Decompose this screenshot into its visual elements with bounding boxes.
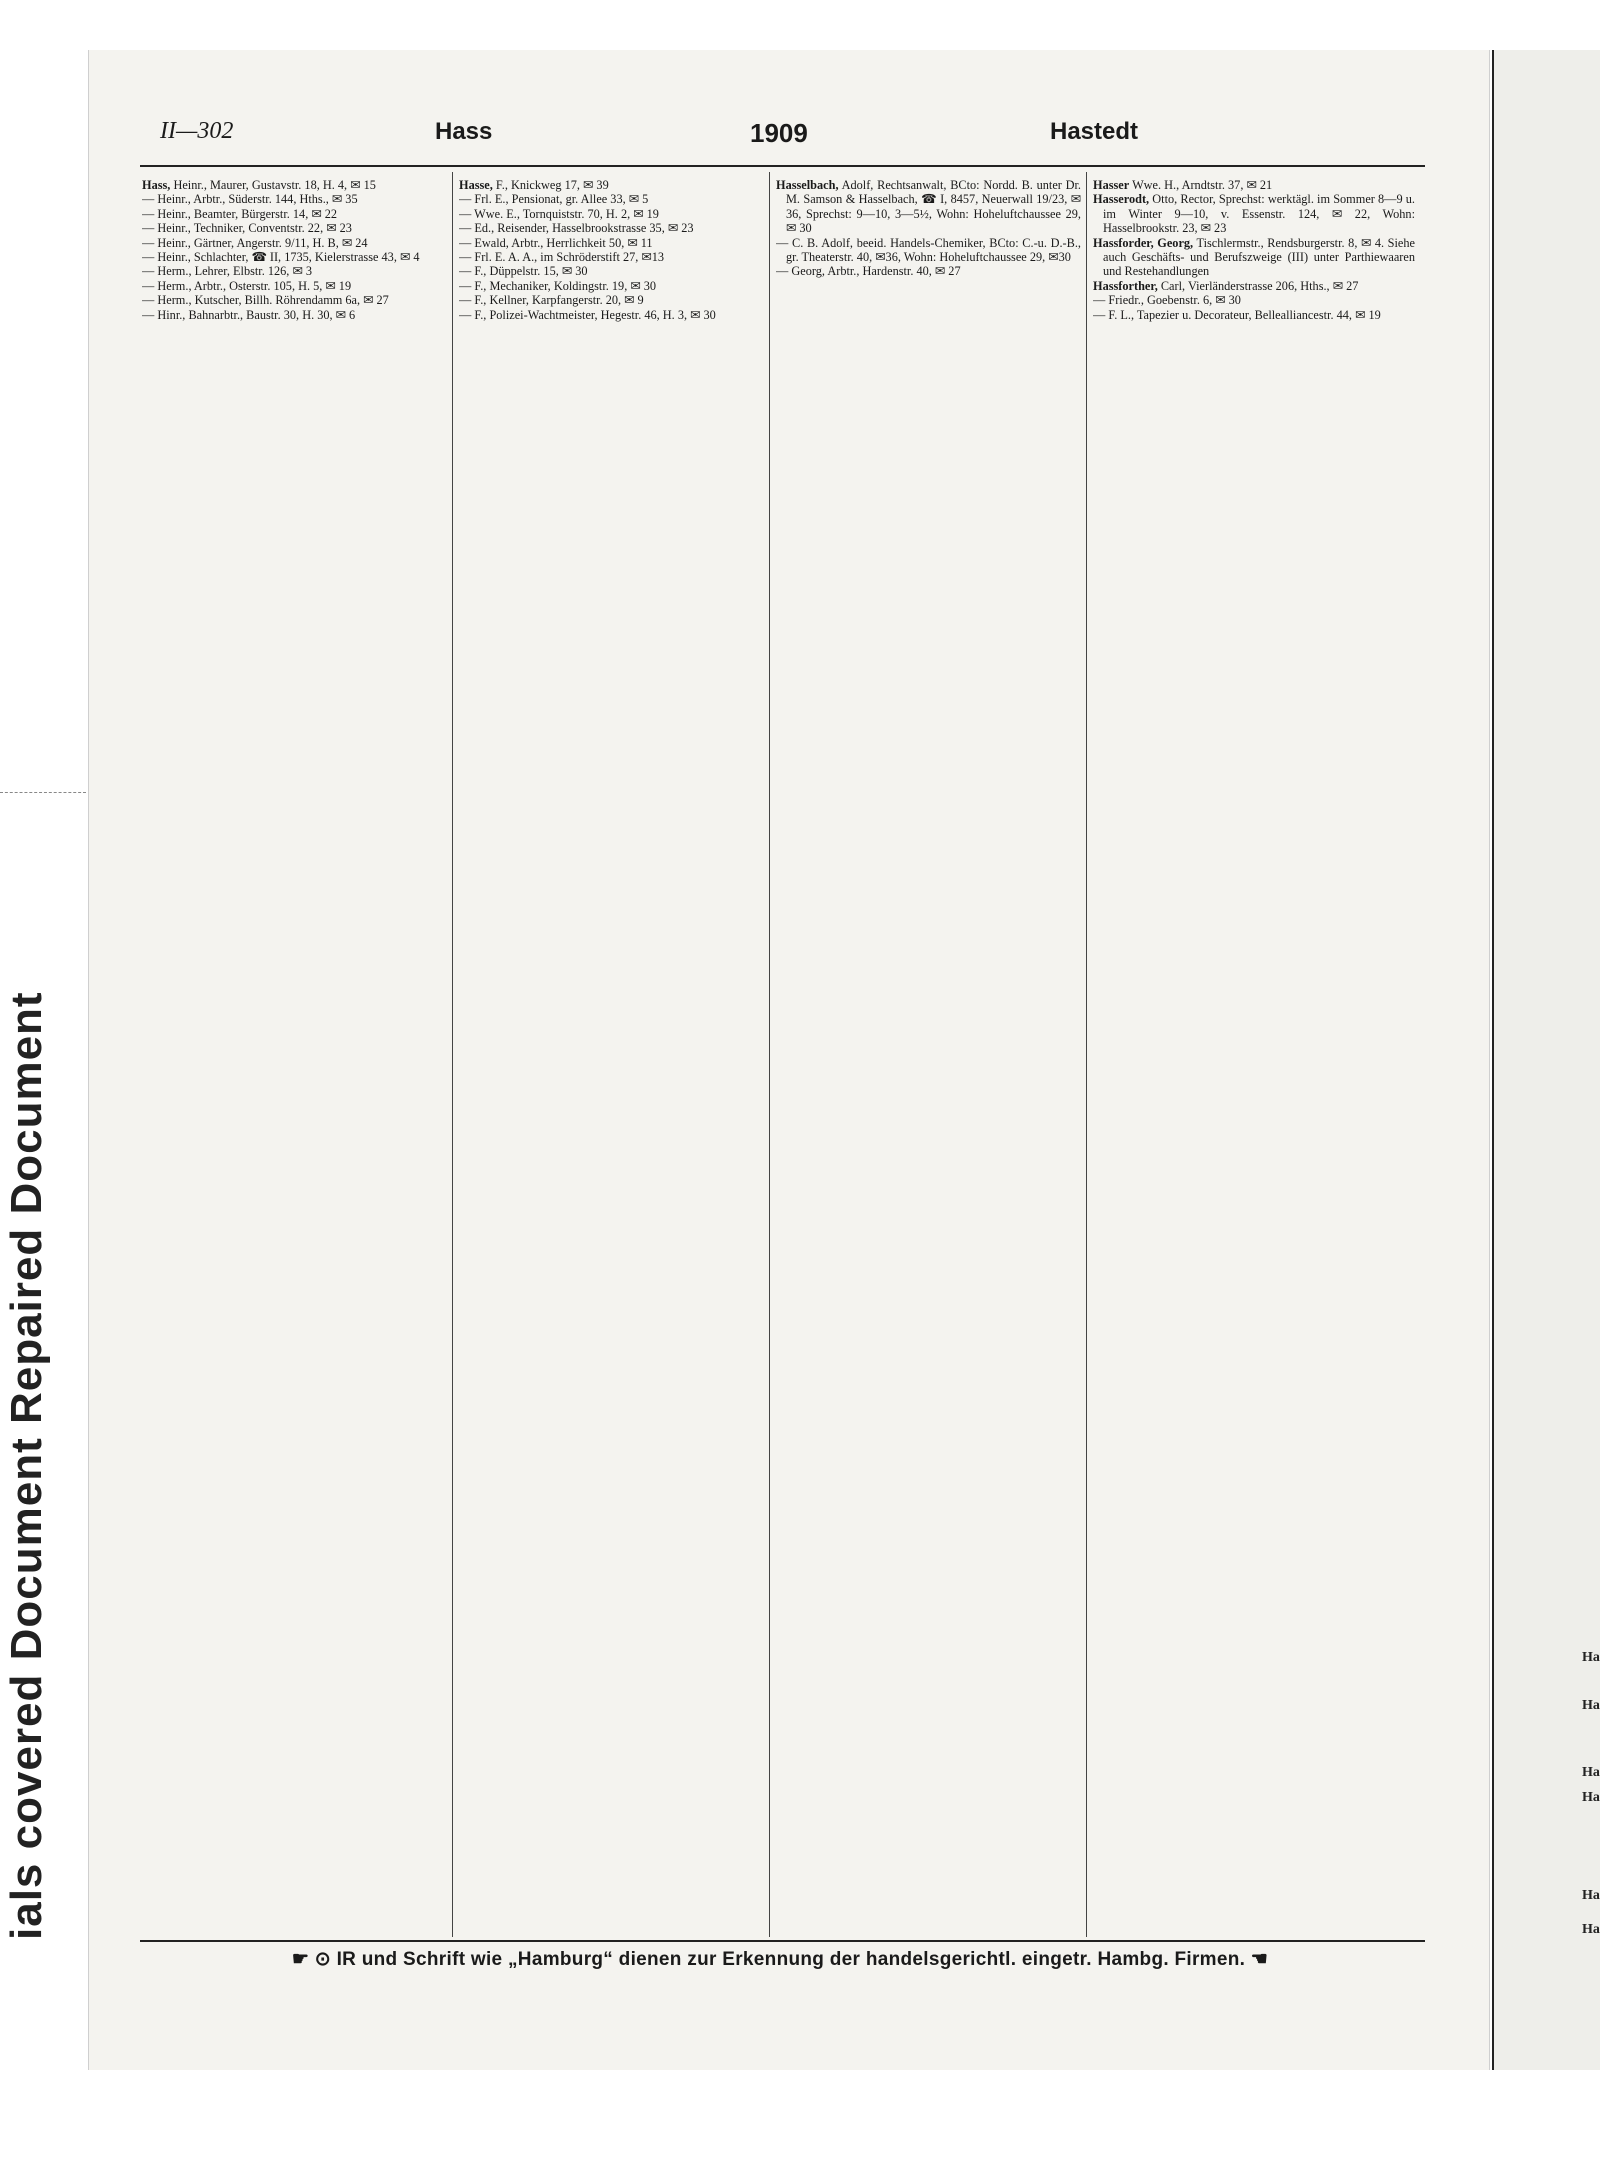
entry-text: — Herm., Lehrer, Elbstr. 126, ✉ 3	[142, 264, 312, 279]
edge-mark: Ha	[1582, 1790, 1600, 1805]
directory-entry	[459, 192, 764, 206]
directory-entry	[142, 178, 447, 192]
side-stamp: ials covered Document Repaired Document	[2, 991, 51, 1940]
edition-year: 1909	[750, 118, 808, 148]
entry-text: — C. B. Adolf, beeid. Handels-Chemiker, BCto: C.-u. D.-B., gr. Theaterstr. 40, ✉36, Wohn: Hoheluftchaussee 29, ✉30	[776, 235, 1081, 265]
directory-entry	[1093, 293, 1415, 307]
directory-entry	[776, 178, 1081, 236]
directory-column-2	[459, 178, 764, 1933]
entry-text: — Heinr., Gärtner, Angerstr. 9/11, H. B, ✉ 24	[142, 235, 368, 250]
directory-entry	[142, 207, 447, 221]
directory-entry	[459, 264, 764, 278]
entry-text: — Heinr., Schlachter, ☎ II, 1735, Kielerstrasse 43, ✉ 4	[142, 250, 420, 265]
entry-text: Tischlermstr., Rendsburgerstr. 8, ✉ 4. Siehe auch Geschäfts- und Berufszweige (III) unter Parthiewaaren und Restehandlungen	[1103, 235, 1415, 279]
directory-entry	[142, 250, 447, 264]
entry-text: Adolf, Rechtsanwalt, BCto: Nordd. B. unter Dr. M. Samson & Hasselbach, ☎ I, 8457, Neuerwall 19/23, ✉ 36, Sprechst: 9—10, 3—5½, Wohn: Hoheluftchaussee 29, ✉ 30	[786, 178, 1081, 236]
directory-entry	[142, 221, 447, 235]
entry-text: — Frl. E. A. A., im Schröderstift 27, ✉13	[459, 250, 664, 265]
column-divider	[1086, 172, 1087, 1937]
entry-text: — Heinr., Beamter, Bürgerstr. 14, ✉ 22	[142, 206, 338, 221]
entry-name: Hasselbach,	[776, 178, 839, 192]
page-number: II—302	[160, 118, 234, 144]
directory-column-4	[1093, 178, 1415, 1933]
edge-mark: Ha	[1582, 1765, 1600, 1780]
directory-entry	[1093, 236, 1415, 279]
directory-entry	[776, 236, 1081, 265]
edge-mark: Ha	[1582, 1698, 1600, 1713]
margin-cut-line	[0, 792, 86, 793]
directory-entry	[459, 293, 764, 307]
entry-text: — Heinr., Arbtr., Süderstr. 144, Hths., ✉ 35	[142, 192, 358, 207]
entry-name: Hass,	[142, 178, 171, 192]
entry-text: — Wwe. E., Tornquiststr. 70, H. 2, ✉ 19	[459, 206, 659, 221]
entry-text: — F., Düppelstr. 15, ✉ 30	[459, 264, 588, 279]
entry-name: Hasserodt,	[1093, 192, 1150, 207]
directory-entry	[776, 264, 1081, 278]
entry-text: Heinr., Maurer, Gustavstr. 18, H. 4, ✉ 15	[173, 178, 376, 192]
edge-mark: Ha	[1582, 1650, 1600, 1665]
directory-entry	[459, 250, 764, 264]
directory-entry	[1093, 192, 1415, 235]
directory-entry	[459, 207, 764, 221]
last-entry-word: Hastedt	[1050, 118, 1139, 145]
directory-entry	[1093, 308, 1415, 322]
directory-entry	[142, 264, 447, 278]
directory-entry	[142, 308, 447, 322]
footer-note: ☛ ⊙ IR und Schrift wie „Hamburg“ dienen zur Erkennung der handelsgerichtl. eingetr. Hambg. Firmen. ☚	[291, 1949, 1269, 1970]
directory-entry	[142, 192, 447, 206]
entry-name: Hassforther,	[1093, 278, 1158, 293]
header-rule	[140, 165, 1425, 167]
directory-column-1	[142, 178, 447, 1933]
entry-text: — F., Polizei-Wachtmeister, Hegestr. 46, H. 3, ✉ 30	[459, 307, 716, 322]
directory-entry	[459, 308, 764, 322]
entry-text: F., Knickweg 17, ✉ 39	[495, 178, 609, 192]
entry-text: — F., Kellner, Karpfangerstr. 20, ✉ 9	[459, 293, 644, 308]
entry-text: — Heinr., Techniker, Conventstr. 22, ✉ 23	[142, 221, 352, 236]
entry-text: — Ed., Reisender, Hasselbrookstrasse 35, ✉ 23	[459, 221, 694, 236]
column-divider	[452, 172, 453, 1937]
directory-entry	[142, 236, 447, 250]
entry-text: — Herm., Arbtr., Osterstr. 105, H. 5, ✉ 19	[142, 278, 352, 293]
directory-entry	[1093, 279, 1415, 293]
entry-name: Hasser	[1093, 178, 1130, 192]
edge-mark: Ha	[1582, 1888, 1600, 1903]
entry-text: Carl, Vierländerstrasse 206, Hths., ✉ 27	[1160, 278, 1359, 293]
directory-entry	[1093, 178, 1415, 192]
entry-text: — Hinr., Bahnarbtr., Baustr. 30, H. 30, ✉ 6	[142, 307, 356, 322]
entry-text: — Frl. E., Pensionat, gr. Allee 33, ✉ 5	[459, 192, 649, 207]
directory-entry	[142, 279, 447, 293]
next-page-edge	[1492, 50, 1600, 2070]
column-divider	[769, 172, 770, 1937]
running-head	[160, 118, 1390, 154]
entry-text: — F., Mechaniker, Koldingstr. 19, ✉ 30	[459, 278, 657, 293]
entry-name: Hasse,	[459, 178, 493, 192]
directory-entry	[459, 178, 764, 192]
directory-entry	[459, 221, 764, 235]
directory-column-3	[776, 178, 1081, 1933]
first-entry-word: Hass	[435, 118, 493, 145]
footer-rule	[140, 1940, 1425, 1942]
entry-name: Hassforder, Georg,	[1093, 235, 1194, 250]
entry-text: — Herm., Kutscher, Billh. Röhrendamm 6a, ✉ 27	[142, 293, 389, 308]
entry-text: — Georg, Arbtr., Hardenstr. 40, ✉ 27	[776, 264, 961, 279]
entry-text: — Ewald, Arbtr., Herrlichkeit 50, ✉ 11	[459, 235, 653, 250]
entry-text: — Friedr., Goebenstr. 6, ✉ 30	[1093, 293, 1241, 308]
directory-entry	[142, 293, 447, 307]
entry-text: — F. L., Tapezier u. Decorateur, Bellealliancestr. 44, ✉ 19	[1093, 307, 1381, 322]
directory-entry	[459, 279, 764, 293]
directory-entry	[459, 236, 764, 250]
entry-text: Otto, Rector, Sprechst: werktägl. im Sommer 8—9 u. im Winter 9—10, v. Essenstr. 124, ✉ 22, Wohn: Hasselbrookstr. 23, ✉ 23	[1103, 192, 1415, 236]
edge-mark: Ha	[1582, 1922, 1600, 1937]
entry-text: Wwe. H., Arndtstr. 37, ✉ 21	[1132, 178, 1273, 192]
